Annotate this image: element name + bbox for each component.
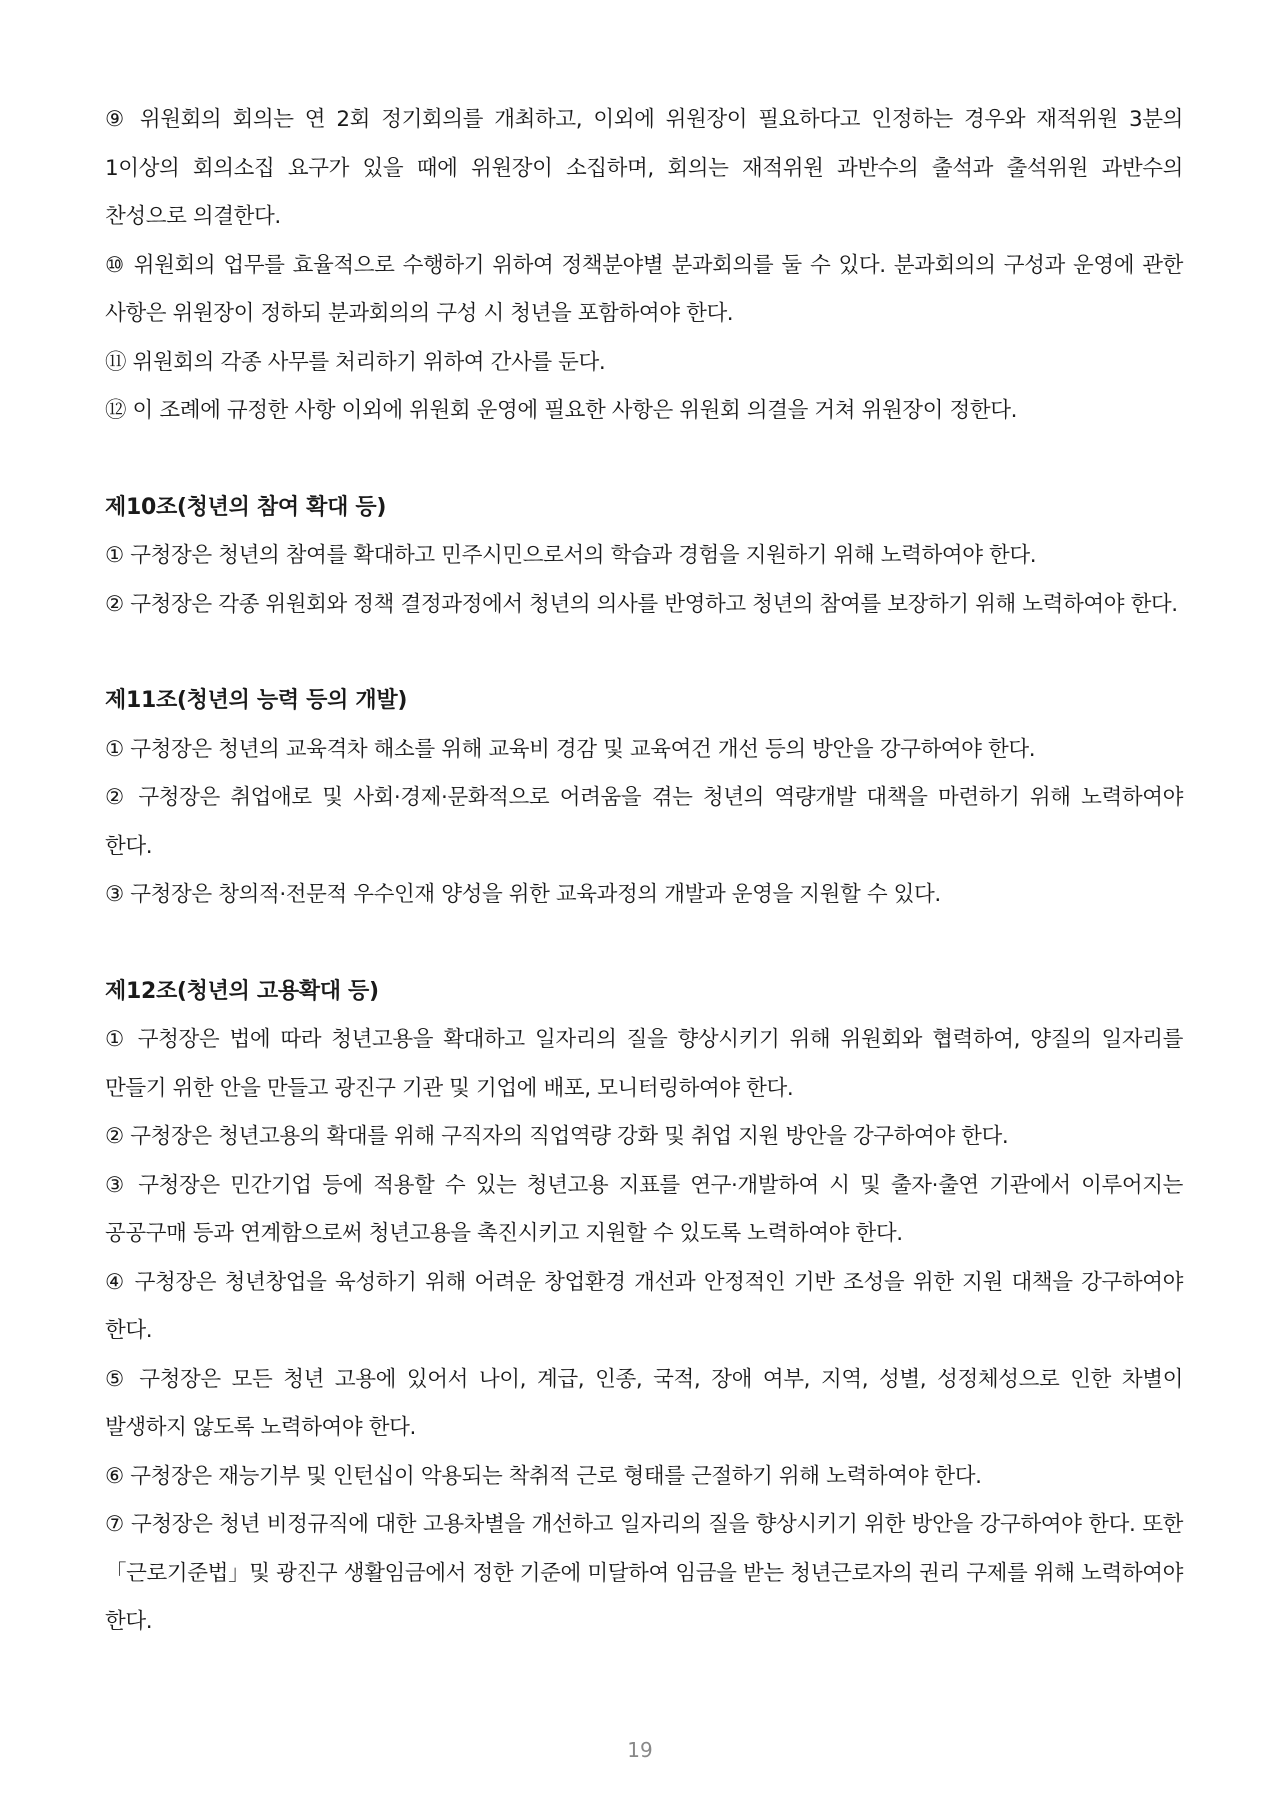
- article-10: [105, 484, 1183, 630]
- article-paragraph: ② 구청장은 각종 위원회와 정책 결정과정에서 청년의 의사를 반영하고 청년의 참여를 보장하기 위해 노력하여야 한다.: [105, 591, 1178, 617]
- article-12: [105, 968, 1183, 1647]
- paragraph-12: ⑫ 이 조례에 규정한 사항 이외에 위원회 운영에 필요한 사항은 위원회 의결을 거쳐 위원장이 정한다.: [105, 398, 1018, 423]
- article-heading: 제12조(청년의 고용확대 등): [105, 978, 379, 1004]
- article-paragraph: ④ 구청장은 청년창업을 육성하기 위해 어려운 창업환경 개선과 안정적인 기반 조성을 위한 지원 대책을 강구하여야 한다.: [105, 1269, 1183, 1343]
- article-paragraph: ⑥ 구청장은 재능기부 및 인턴십이 악용되는 착취적 근로 형태를 근절하기 위해 노력하여야 한다.: [105, 1463, 982, 1489]
- article-11: [105, 677, 1183, 920]
- article-paragraph: ③ 구청장은 민간기업 등에 적용할 수 있는 청년고용 지표를 연구·개발하여 시 및 출자·출연 기관에서 이루어지는 공공구매 등과 연계함으로써 청년고용을 촉진시키고 지원할 수 있도록 노력하여야 한다.: [105, 1172, 1183, 1246]
- article-paragraph: ⑦ 구청장은 청년 비정규직에 대한 고용차별을 개선하고 일자리의 질을 향상시키기 위한 방안을 강구하여야 한다. 또한「근로기준법」및 광진구 생활임금에서 정한 기준에 미달하여 임금을 받는 청년근로자의 권리 구제를 위해 노력하여야 한다.: [105, 1512, 1183, 1634]
- article-heading: 제11조(청년의 능력 등의 개발): [105, 688, 408, 713]
- paragraph-11: ⑪ 위원회의 각종 사무를 처리하기 위하여 간사를 둔다.: [105, 349, 606, 375]
- article-paragraph: ② 구청장은 취업애로 및 사회·경제·문화적으로 어려움을 겪는 청년의 역량개발 대책을 마련하기 위해 노력하여야 한다.: [105, 785, 1183, 859]
- article-paragraph: ② 구청장은 청년고용의 확대를 위해 구직자의 직업역량 강화 및 취업 지원 방안을 강구하여야 한다.: [105, 1124, 1009, 1149]
- intro-block: [105, 96, 1183, 436]
- article-paragraph: ① 구청장은 청년의 교육격차 해소를 위해 교육비 경감 및 교육여건 개선 등의 방안을 강구하여야 한다.: [105, 736, 1036, 762]
- paragraph-10: ⑩ 위원회의 업무를 효율적으로 수행하기 위하여 정책분야별 분과회의를 둘 수 있다. 분과회의의 구성과 운영에 관한 사항은 위원장이 정하되 분과회의의 구성 시 청년을 포함하여야 한다.: [105, 252, 1183, 326]
- article-paragraph: ① 구청장은 법에 따라 청년고용을 확대하고 일자리의 질을 향상시키기 위해 위원회와 협력하여, 양질의 일자리를 만들기 위한 안을 만들고 광진구 기관 및 기업에 배포, 모니터링하여야 한다.: [105, 1027, 1183, 1101]
- article-heading: 제10조(청년의 참여 확대 등): [105, 494, 387, 520]
- article-paragraph: ③ 구청장은 창의적·전문적 우수인재 양성을 위한 교육과정의 개발과 운영을 지원할 수 있다.: [105, 882, 941, 907]
- paragraph-9: ⑨ 위원회의 회의는 연 2회 정기회의를 개최하고, 이외에 위원장이 필요하다고 인정하는 경우와 재적위원 3분의 1이상의 회의소집 요구가 있을 때에 위원장이 소집하며, 회의는 재적위원 과반수의 출석과 출석위원 과반수의 찬성으로 의결한다.: [105, 107, 1183, 229]
- page-number: 19: [627, 1738, 653, 1762]
- article-paragraph: ① 구청장은 청년의 참여를 확대하고 민주시민으로서의 학습과 경험을 지원하기 위해 노력하여야 한다.: [105, 543, 1037, 568]
- article-paragraph: ⑤ 구청장은 모든 청년 고용에 있어서 나이, 계급, 인종, 국적, 장애 여부, 지역, 성별, 성정체성으로 인한 차별이 발생하지 않도록 노력하여야 한다.: [105, 1366, 1183, 1440]
- document-body: [105, 96, 1183, 1647]
